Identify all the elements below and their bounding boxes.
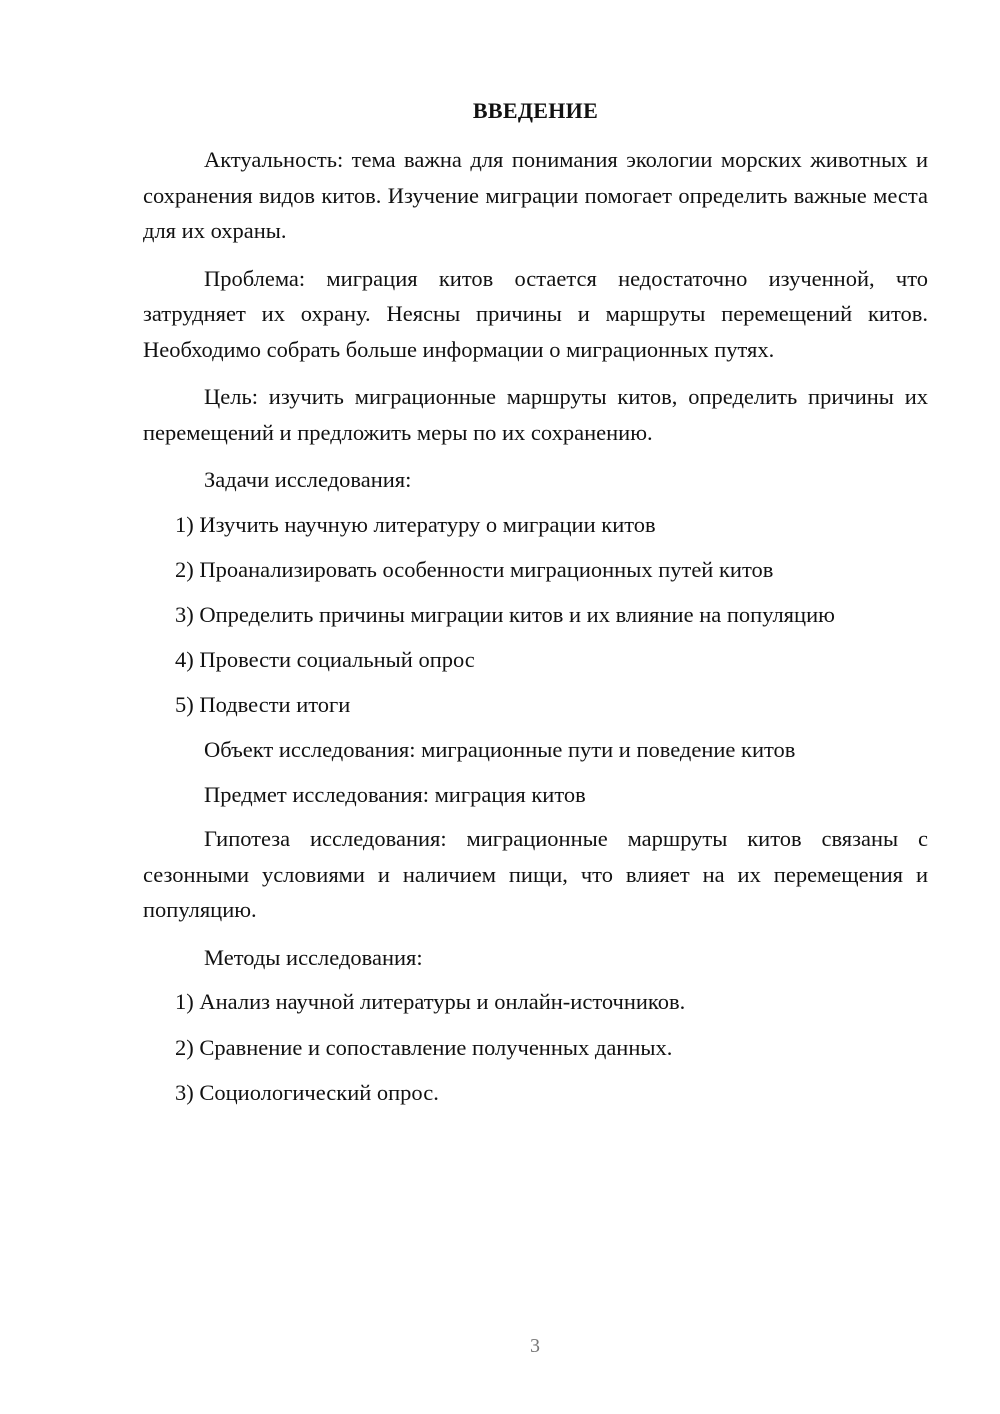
list-item: 4) Провести социальный опрос: [175, 647, 475, 673]
list-item: 2) Сравнение и сопоставление полученных данных.: [175, 1034, 673, 1060]
object-paragraph: Объект исследования: миграционные пути и поведение китов: [204, 737, 796, 763]
hypothesis-paragraph: Гипотеза исследования: миграционные маршруты китов связаны с сезонными условиями и наличием пищи, что влияет на их перемещения и популяцию.: [143, 826, 928, 923]
page-content: [143, 96, 928, 1120]
list-item: 2) Проанализировать особенности миграционных путей китов: [175, 556, 774, 582]
relevance-paragraph: Актуальность: тема важна для понимания экологии морских животных и сохранения видов китов. Изучение миграции помогает определить важные места для их охраны.: [143, 147, 928, 243]
subject-paragraph: Предмет исследования: миграция китов: [204, 781, 586, 807]
list-item: 1) Анализ научной литературы и онлайн-источников.: [175, 989, 686, 1015]
methods-heading: Методы исследования:: [204, 944, 423, 970]
goal-paragraph: Цель: изучить миграционные маршруты китов, определить причины их перемещений и предложить меры по их сохранению.: [143, 384, 928, 445]
page-number: 3: [530, 1335, 540, 1357]
tasks-heading: Задачи исследования:: [204, 467, 412, 492]
methods-list: [143, 984, 928, 1110]
list-item: 5) Подвести итоги: [175, 692, 351, 718]
tasks-list: [143, 507, 928, 723]
list-item: 1) Изучить научную литературу о миграции китов: [175, 511, 656, 537]
list-item: 3) Определить причины миграции китов и их влияние на популяцию: [175, 601, 835, 627]
problem-paragraph: Проблема: миграция китов остается недостаточно изученной, что затрудняет их охрану. Неясны причины и маршруты перемещений китов. Необходимо собрать больше информации о миграционных путях.: [143, 265, 928, 362]
section-title: ВВЕДЕНИЕ: [472, 98, 599, 123]
list-item: 3) Социологический опрос.: [175, 1079, 439, 1105]
